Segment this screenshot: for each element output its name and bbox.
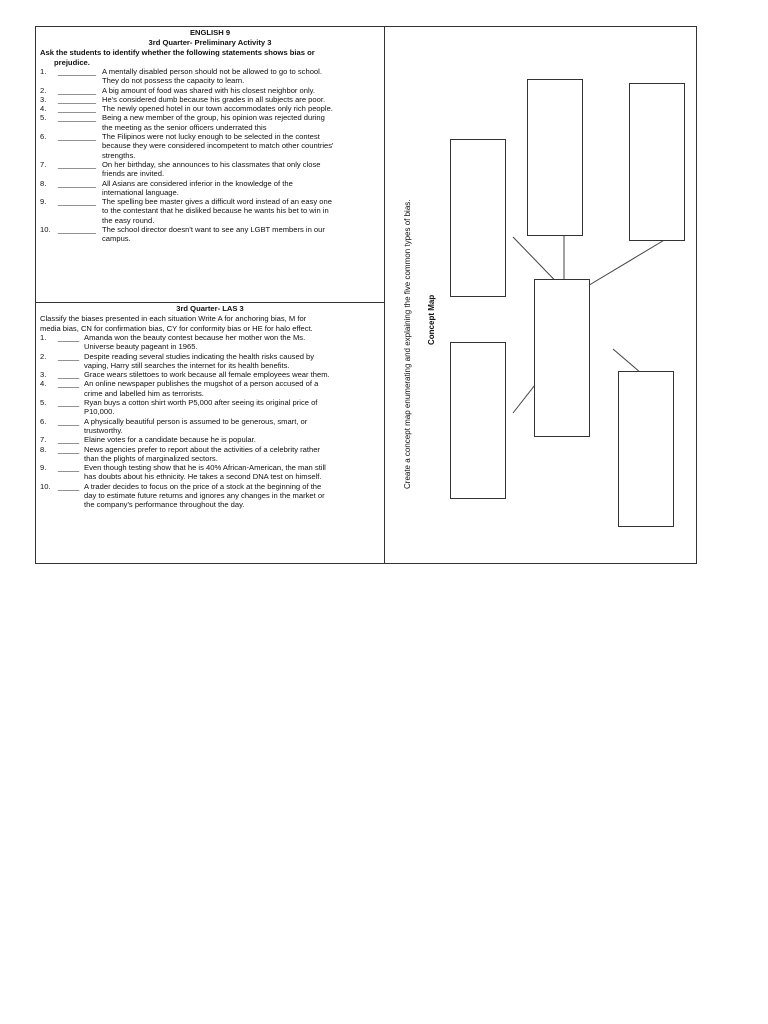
concept-map-instruction: Create a concept map enumerating and explaining the five common types of bias. [403,199,412,489]
las3-item-1 [40,333,380,352]
concept-box-top-right[interactable] [629,83,685,241]
item-text-line: A mentally disabled person should not be allowed to go to school. [102,67,322,76]
item-number: 1. [40,333,47,342]
item-text-line: to the contestant that he disliked because he wants his bet to win in [102,206,329,216]
answer-blank[interactable]: _________ [58,67,97,76]
worksheet-left-column [36,27,385,563]
item-text-line: Grace wears stilettoes to work because all female employees wear them. [84,370,330,380]
item-number: 6. [40,416,47,426]
las3-item-4 [40,379,380,398]
activity3-instruction: Ask the students to identify whether the following statements shows bias or [40,48,315,57]
item-text-line: P10,000. [84,407,115,417]
answer-blank[interactable]: _____ [58,379,80,389]
answer-blank[interactable]: _____ [58,370,80,380]
concept-box-center[interactable] [534,279,590,437]
item-text-line: Despite reading several studies indicating the health risks caused by [84,351,315,361]
activity3-title: 3rd Quarter- Preliminary Activity 3 [148,38,272,47]
item-text-line: day to estimate future returns and ignores any changes in the market or [84,491,325,501]
las3-item-5 [40,398,380,417]
item-number: 7. [40,159,47,169]
item-text-line: The school director doesn't want to see any LGBT members in our [102,225,325,235]
item-number: 7. [40,435,47,445]
activity3-instruction-cont: prejudice. [54,57,90,67]
item-text-line: The spelling bee master gives a difficult word instead of an easy one [102,197,332,207]
item-number: 10. [40,481,51,491]
item-text-line: Amanda won the beauty contest because her mother won the Ms. [84,333,306,342]
answer-blank[interactable]: _________ [58,178,97,188]
item-number: 2. [40,351,47,361]
activity3-item-5 [40,113,380,132]
item-text-line: A trader decides to focus on the price of a stock at the beginning of the [84,481,322,491]
item-number: 4. [40,104,47,114]
item-number: 5. [40,113,47,123]
activity3-item-list [40,67,380,244]
activity3-item-6 [40,132,380,160]
activity3-item-8 [40,179,380,198]
item-text-line: A physically beautiful person is assumed to be generous, smart, or [84,416,308,426]
concept-map-section [385,27,696,563]
las3-item-list [40,333,380,510]
item-text-line: because they were considered incompetent to match other countries' [102,141,334,151]
item-text-line: friends are invited. [102,169,165,179]
item-text-line: Being a new member of the group, his opinion was rejected during [102,113,325,123]
item-number: 3. [40,94,47,104]
item-text-line: crime and labelled him as terrorists. [84,388,204,398]
item-number: 9. [40,463,47,473]
las3-item-10 [40,482,380,510]
item-number: 4. [40,379,47,389]
answer-blank[interactable]: _____ [58,481,80,491]
concept-map-title: Concept Map [427,294,436,345]
subject-title: ENGLISH 9 [189,28,231,37]
item-number: 6. [40,132,47,142]
las3-item-6 [40,417,380,436]
item-text-line: The Filipinos were not lucky enough to be selected in the contest [102,132,320,142]
item-text-line: the easy round. [102,215,155,225]
concept-box-lower-left[interactable] [450,342,506,499]
las3-item-9 [40,463,380,482]
item-number: 2. [40,85,47,95]
item-text-line: Even though testing show that he is 40% African-American, the man still [84,463,326,473]
item-number: 1. [40,67,47,76]
item-text-line: has doubts about his ethnicity. He takes a second DNA test on himself. [84,472,322,482]
activity3-item-7 [40,160,380,179]
item-text-line: trustworthy. [84,425,123,435]
answer-blank[interactable]: _________ [58,225,97,235]
item-number: 3. [40,370,47,380]
answer-blank[interactable]: _____ [58,435,80,445]
las3-title: 3rd Quarter- LAS 3 [176,304,244,313]
answer-blank[interactable]: _________ [58,94,97,104]
item-text-line: News agencies prefer to report about the activities of a celebrity rather [84,444,320,454]
item-number: 10. [40,225,51,235]
las3-item-7 [40,435,380,444]
worksheet-page [35,26,697,564]
answer-blank[interactable]: _____ [58,463,80,473]
item-text-line: They do not possess the capacity to learn. [102,76,245,86]
answer-blank[interactable]: _____ [58,333,80,342]
activity3-item-3 [40,95,380,104]
activity3-item-2 [40,86,380,95]
item-text-line: than the plights of marginalized sectors. [84,453,218,463]
activity3-item-9 [40,197,380,225]
item-text-line: Universe beauty pageant in 1965. [84,342,198,352]
activity3-item-1 [40,67,380,86]
answer-blank[interactable]: _____ [58,416,80,426]
item-text-line: international language. [102,187,179,197]
item-text-line: On her birthday, she announces to his classmates that only close [102,159,321,169]
item-number: 8. [40,444,47,454]
item-number: 9. [40,197,47,207]
answer-blank[interactable]: _________ [58,113,97,123]
activity3-item-4 [40,104,380,113]
item-text-line: vaping, Harry still searches the internet for its health benefits. [84,360,290,370]
answer-blank[interactable]: _____ [58,398,80,408]
answer-blank[interactable]: _____ [58,444,80,454]
item-text-line: campus. [102,234,131,244]
concept-box-top-center[interactable] [527,79,583,236]
las3-instruction: Classify the biases presented in each situation Write A for anchoring bias, M for [40,314,307,323]
las3-item-3 [40,370,380,379]
answer-blank[interactable]: _________ [58,197,97,207]
las3-section [36,303,384,563]
connector-top-right [586,239,666,287]
item-number: 8. [40,178,47,188]
las3-item-8 [40,445,380,464]
answer-blank[interactable]: _________ [58,159,97,169]
las3-instruction-cont: media bias, CN for confirmation bias, CY for conformity bias or HE for halo effect. [40,323,313,333]
item-text-line: He's considered dumb because his grades in all subjects are poor. [102,94,326,104]
concept-box-upper-left[interactable] [450,139,506,297]
item-text-line: The newly opened hotel in our town accommodates only rich people. [102,104,333,114]
item-text-line: An online newspaper publishes the mugshot of a person accused of a [84,379,319,389]
item-text-line: A big amount of food was shared with his closest neighbor only. [102,85,316,95]
item-text-line: strengths. [102,150,136,160]
answer-blank[interactable]: _________ [58,132,97,142]
item-number: 5. [40,398,47,408]
answer-blank[interactable]: _____ [58,351,80,361]
las3-item-2 [40,352,380,371]
item-text-line: Elaine votes for a candidate because he is popular. [84,435,256,445]
answer-blank[interactable]: _________ [58,85,97,95]
item-text-line: the meeting as the senior officers underrated this [102,122,267,132]
activity3-item-10 [40,225,380,244]
item-text-line: Ryan buys a cotton shirt worth P5,000 after seeing its original price of [84,398,318,408]
item-text-line: the company's performance throughout the day. [84,500,245,510]
concept-box-lower-right[interactable] [618,371,674,527]
activity3-section [36,27,384,303]
answer-blank[interactable]: _________ [58,104,97,114]
item-text-line: All Asians are considered inferior in the knowledge of the [102,178,293,188]
